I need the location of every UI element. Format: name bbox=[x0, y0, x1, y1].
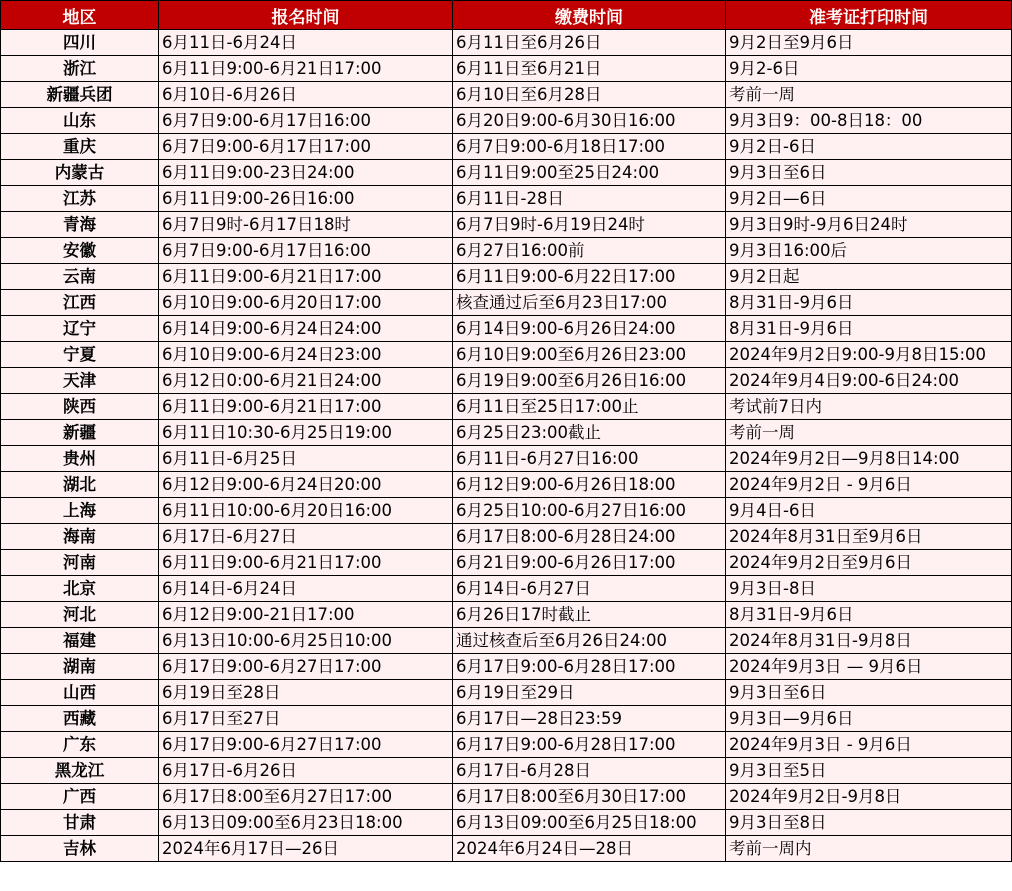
payment-time-cell: 6月17日—28日23:59 bbox=[453, 706, 726, 732]
region-cell: 江苏 bbox=[1, 186, 159, 212]
region-cell: 青海 bbox=[1, 212, 159, 238]
registration-time-cell: 6月11日10:00-6月20日16:00 bbox=[159, 498, 453, 524]
region-cell: 内蒙古 bbox=[1, 160, 159, 186]
payment-time-cell: 6月11日9:00至25日24:00 bbox=[453, 160, 726, 186]
registration-time-cell: 6月14日9:00-6月24日24:00 bbox=[159, 316, 453, 342]
registration-time-cell: 6月11日-6月24日 bbox=[159, 30, 453, 56]
admission-ticket-time-cell: 考前一周内 bbox=[726, 836, 1012, 862]
registration-time-cell: 6月17日-6月26日 bbox=[159, 758, 453, 784]
region-cell: 四川 bbox=[1, 30, 159, 56]
region-cell: 贵州 bbox=[1, 446, 159, 472]
admission-ticket-time-cell: 2024年8月31日至9月6日 bbox=[726, 524, 1012, 550]
table-row bbox=[1, 264, 1012, 290]
registration-time-cell: 6月13日09:00至6月23日18:00 bbox=[159, 810, 453, 836]
registration-time-cell: 6月10日9:00-6月20日17:00 bbox=[159, 290, 453, 316]
registration-time-cell: 6月17日至27日 bbox=[159, 706, 453, 732]
payment-time-cell: 6月17日9:00-6月28日17:00 bbox=[453, 654, 726, 680]
region-cell: 湖南 bbox=[1, 654, 159, 680]
region-cell: 新疆兵团 bbox=[1, 82, 159, 108]
payment-time-cell: 6月12日9:00-6月26日18:00 bbox=[453, 472, 726, 498]
region-cell: 西藏 bbox=[1, 706, 159, 732]
registration-time-cell: 6月12日0:00-6月21日24:00 bbox=[159, 368, 453, 394]
admission-ticket-time-cell: 8月31日-9月6日 bbox=[726, 290, 1012, 316]
registration-time-cell: 6月7日9时-6月17日18时 bbox=[159, 212, 453, 238]
admission-ticket-time-cell: 9月3日9：00-8日18：00 bbox=[726, 108, 1012, 134]
table-row bbox=[1, 134, 1012, 160]
admission-ticket-time-cell: 9月4日-6日 bbox=[726, 498, 1012, 524]
payment-time-cell: 通过核查后至6月26日24:00 bbox=[453, 628, 726, 654]
payment-time-cell: 6月19日至29日 bbox=[453, 680, 726, 706]
region-cell: 河南 bbox=[1, 550, 159, 576]
region-cell: 浙江 bbox=[1, 56, 159, 82]
region-cell: 陕西 bbox=[1, 394, 159, 420]
region-cell: 辽宁 bbox=[1, 316, 159, 342]
region-cell: 云南 bbox=[1, 264, 159, 290]
table-row bbox=[1, 368, 1012, 394]
registration-time-cell: 6月17日8:00至6月27日17:00 bbox=[159, 784, 453, 810]
header-row bbox=[1, 1, 1012, 30]
payment-time-cell: 6月21日9:00-6月26日17:00 bbox=[453, 550, 726, 576]
registration-time-cell: 6月7日9:00-6月17日17:00 bbox=[159, 134, 453, 160]
table-row bbox=[1, 524, 1012, 550]
table-row bbox=[1, 758, 1012, 784]
admission-ticket-time-cell: 2024年8月31日-9月8日 bbox=[726, 628, 1012, 654]
region-cell: 山东 bbox=[1, 108, 159, 134]
registration-time-cell: 6月11日10:30-6月25日19:00 bbox=[159, 420, 453, 446]
table-row bbox=[1, 238, 1012, 264]
admission-ticket-time-cell: 8月31日-9月6日 bbox=[726, 602, 1012, 628]
header-payment-time: 缴费时间 bbox=[453, 1, 726, 30]
registration-time-cell: 2024年6月17日—26日 bbox=[159, 836, 453, 862]
region-cell: 黑龙江 bbox=[1, 758, 159, 784]
payment-time-cell: 6月17日8:00-6月28日24:00 bbox=[453, 524, 726, 550]
admission-ticket-time-cell: 考试前7日内 bbox=[726, 394, 1012, 420]
payment-time-cell: 6月11日-28日 bbox=[453, 186, 726, 212]
registration-time-cell: 6月14日-6月24日 bbox=[159, 576, 453, 602]
payment-time-cell: 6月11日至25日17:00止 bbox=[453, 394, 726, 420]
registration-time-cell: 6月19日至28日 bbox=[159, 680, 453, 706]
region-cell: 福建 bbox=[1, 628, 159, 654]
table-row bbox=[1, 576, 1012, 602]
payment-time-cell: 6月20日9:00-6月30日16:00 bbox=[453, 108, 726, 134]
registration-time-cell: 6月10日9:00-6月24日23:00 bbox=[159, 342, 453, 368]
region-cell: 甘肃 bbox=[1, 810, 159, 836]
payment-time-cell: 6月19日9:00至6月26日16:00 bbox=[453, 368, 726, 394]
payment-time-cell: 6月11日-6月27日16:00 bbox=[453, 446, 726, 472]
payment-time-cell: 6月11日至6月21日 bbox=[453, 56, 726, 82]
region-cell: 广西 bbox=[1, 784, 159, 810]
admission-ticket-time-cell: 9月2-6日 bbox=[726, 56, 1012, 82]
payment-time-cell: 核查通过后至6月23日17:00 bbox=[453, 290, 726, 316]
table-row bbox=[1, 602, 1012, 628]
table-row bbox=[1, 654, 1012, 680]
admission-ticket-time-cell: 9月3日至6日 bbox=[726, 160, 1012, 186]
table-row bbox=[1, 680, 1012, 706]
payment-time-cell: 6月11日至6月26日 bbox=[453, 30, 726, 56]
payment-time-cell: 6月14日-6月27日 bbox=[453, 576, 726, 602]
region-cell: 上海 bbox=[1, 498, 159, 524]
payment-time-cell: 6月11日9:00-6月22日17:00 bbox=[453, 264, 726, 290]
admission-ticket-time-cell: 2024年9月2日至9月6日 bbox=[726, 550, 1012, 576]
payment-time-cell: 2024年6月24日—28日 bbox=[453, 836, 726, 862]
region-cell: 广东 bbox=[1, 732, 159, 758]
payment-time-cell: 6月10日至6月28日 bbox=[453, 82, 726, 108]
admission-ticket-time-cell: 9月3日—9月6日 bbox=[726, 706, 1012, 732]
table-row bbox=[1, 290, 1012, 316]
payment-time-cell: 6月25日10:00-6月27日16:00 bbox=[453, 498, 726, 524]
header-admission-ticket-time: 准考证打印时间 bbox=[726, 1, 1012, 30]
table-row bbox=[1, 160, 1012, 186]
region-cell: 江西 bbox=[1, 290, 159, 316]
payment-time-cell: 6月25日23:00截止 bbox=[453, 420, 726, 446]
admission-ticket-time-cell: 9月3日至5日 bbox=[726, 758, 1012, 784]
region-cell: 新疆 bbox=[1, 420, 159, 446]
table-row bbox=[1, 472, 1012, 498]
admission-ticket-time-cell: 2024年9月2日 - 9月6日 bbox=[726, 472, 1012, 498]
header-registration-time: 报名时间 bbox=[159, 1, 453, 30]
admission-ticket-time-cell: 9月2日起 bbox=[726, 264, 1012, 290]
table-row bbox=[1, 56, 1012, 82]
admission-ticket-time-cell: 2024年9月3日 - 9月6日 bbox=[726, 732, 1012, 758]
registration-time-cell: 6月17日-6月27日 bbox=[159, 524, 453, 550]
table-row bbox=[1, 732, 1012, 758]
payment-time-cell: 6月27日16:00前 bbox=[453, 238, 726, 264]
registration-time-cell: 6月11日9:00-6月21日17:00 bbox=[159, 56, 453, 82]
admission-ticket-time-cell: 2024年9月2日9:00-9月8日15:00 bbox=[726, 342, 1012, 368]
table-row bbox=[1, 420, 1012, 446]
registration-time-cell: 6月17日9:00-6月27日17:00 bbox=[159, 732, 453, 758]
table-row bbox=[1, 108, 1012, 134]
registration-time-cell: 6月11日9:00-23日24:00 bbox=[159, 160, 453, 186]
registration-time-cell: 6月11日9:00-26日16:00 bbox=[159, 186, 453, 212]
payment-time-cell: 6月17日8:00至6月30日17:00 bbox=[453, 784, 726, 810]
region-cell: 北京 bbox=[1, 576, 159, 602]
table-row bbox=[1, 82, 1012, 108]
table-row bbox=[1, 446, 1012, 472]
registration-time-cell: 6月17日9:00-6月27日17:00 bbox=[159, 654, 453, 680]
header-region: 地区 bbox=[1, 1, 159, 30]
admission-ticket-time-cell: 9月2日-6日 bbox=[726, 134, 1012, 160]
admission-ticket-time-cell: 2024年9月4日9:00-6日24:00 bbox=[726, 368, 1012, 394]
table-row bbox=[1, 186, 1012, 212]
table-row bbox=[1, 498, 1012, 524]
admission-ticket-time-cell: 考前一周 bbox=[726, 82, 1012, 108]
region-cell: 河北 bbox=[1, 602, 159, 628]
admission-ticket-time-cell: 9月2日至9月6日 bbox=[726, 30, 1012, 56]
registration-time-cell: 6月11日-6月25日 bbox=[159, 446, 453, 472]
admission-ticket-time-cell: 2024年9月2日-9月8日 bbox=[726, 784, 1012, 810]
region-cell: 天津 bbox=[1, 368, 159, 394]
admission-ticket-time-cell: 9月2日—6日 bbox=[726, 186, 1012, 212]
region-cell: 安徽 bbox=[1, 238, 159, 264]
region-cell: 吉林 bbox=[1, 836, 159, 862]
table-body bbox=[1, 30, 1012, 862]
admission-ticket-time-cell: 9月3日至6日 bbox=[726, 680, 1012, 706]
region-cell: 宁夏 bbox=[1, 342, 159, 368]
region-cell: 湖北 bbox=[1, 472, 159, 498]
table-row bbox=[1, 30, 1012, 56]
region-cell: 重庆 bbox=[1, 134, 159, 160]
table-row bbox=[1, 212, 1012, 238]
table-row bbox=[1, 342, 1012, 368]
admission-ticket-time-cell: 8月31日-9月6日 bbox=[726, 316, 1012, 342]
payment-time-cell: 6月7日9:00-6月18日17:00 bbox=[453, 134, 726, 160]
payment-time-cell: 6月17日9:00-6月28日17:00 bbox=[453, 732, 726, 758]
payment-time-cell: 6月26日17时截止 bbox=[453, 602, 726, 628]
table-row bbox=[1, 628, 1012, 654]
admission-ticket-time-cell: 2024年9月3日 — 9月6日 bbox=[726, 654, 1012, 680]
table-row bbox=[1, 810, 1012, 836]
registration-time-cell: 6月12日9:00-6月24日20:00 bbox=[159, 472, 453, 498]
payment-time-cell: 6月13日09:00至6月25日18:00 bbox=[453, 810, 726, 836]
admission-ticket-time-cell: 考前一周 bbox=[726, 420, 1012, 446]
payment-time-cell: 6月7日9时-6月19日24时 bbox=[453, 212, 726, 238]
payment-time-cell: 6月10日9:00至6月26日23:00 bbox=[453, 342, 726, 368]
table-row bbox=[1, 394, 1012, 420]
table-row bbox=[1, 784, 1012, 810]
region-cell: 山西 bbox=[1, 680, 159, 706]
admission-ticket-time-cell: 9月3日16:00后 bbox=[726, 238, 1012, 264]
table-row bbox=[1, 316, 1012, 342]
registration-time-cell: 6月7日9:00-6月17日16:00 bbox=[159, 238, 453, 264]
admission-ticket-time-cell: 9月3日9时-9月6日24时 bbox=[726, 212, 1012, 238]
table-row bbox=[1, 706, 1012, 732]
table-row bbox=[1, 836, 1012, 862]
registration-time-cell: 6月12日9:00-21日17:00 bbox=[159, 602, 453, 628]
admission-ticket-time-cell: 2024年9月2日—9月8日14:00 bbox=[726, 446, 1012, 472]
registration-time-cell: 6月7日9:00-6月17日16:00 bbox=[159, 108, 453, 134]
payment-time-cell: 6月14日9:00-6月26日24:00 bbox=[453, 316, 726, 342]
table-row bbox=[1, 550, 1012, 576]
admission-ticket-time-cell: 9月3日至8日 bbox=[726, 810, 1012, 836]
payment-time-cell: 6月17日-6月28日 bbox=[453, 758, 726, 784]
registration-time-cell: 6月10日-6月26日 bbox=[159, 82, 453, 108]
registration-time-cell: 6月13日10:00-6月25日10:00 bbox=[159, 628, 453, 654]
admission-ticket-time-cell: 9月3日-8日 bbox=[726, 576, 1012, 602]
registration-time-cell: 6月11日9:00-6月21日17:00 bbox=[159, 394, 453, 420]
registration-time-cell: 6月11日9:00-6月21日17:00 bbox=[159, 264, 453, 290]
region-cell: 海南 bbox=[1, 524, 159, 550]
registration-time-cell: 6月11日9:00-6月21日17:00 bbox=[159, 550, 453, 576]
